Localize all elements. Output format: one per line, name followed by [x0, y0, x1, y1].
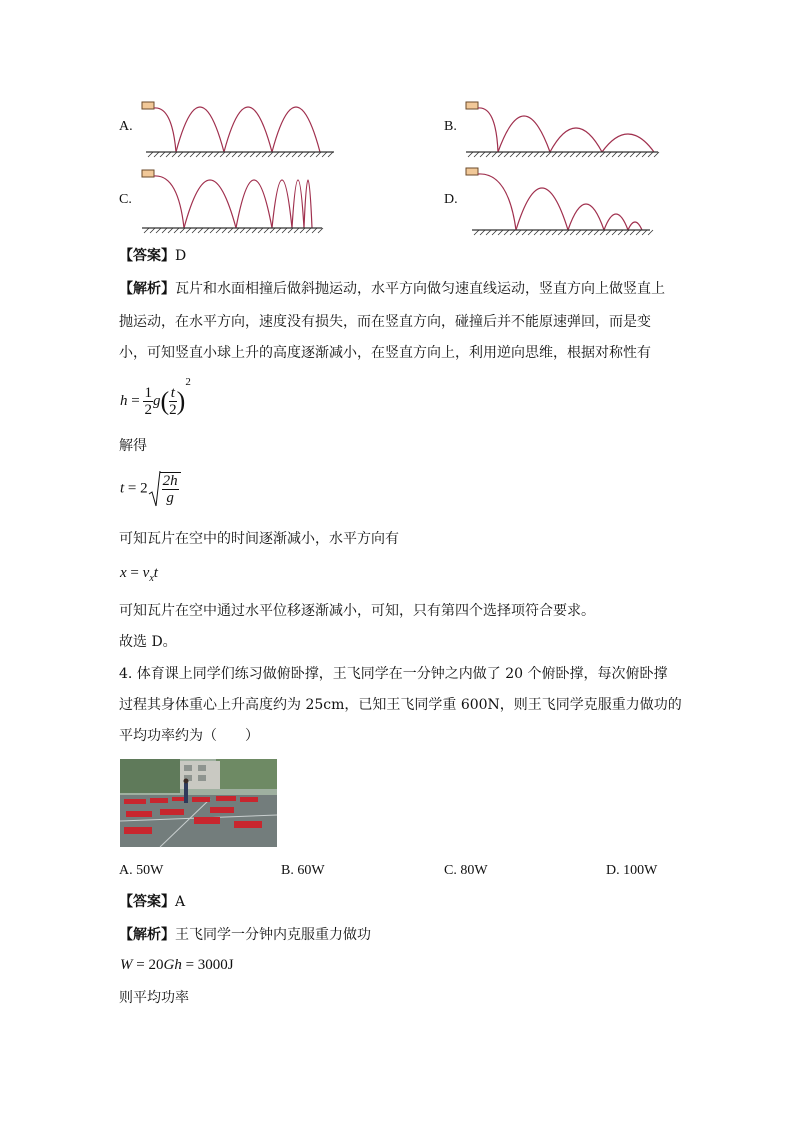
- hatch-mark: [264, 228, 269, 233]
- hatch-mark: [234, 228, 239, 233]
- q4-choice-d: D. 100W: [606, 863, 658, 878]
- hatch-mark: [606, 230, 611, 235]
- hatch-mark: [552, 152, 557, 157]
- hatch-mark: [250, 152, 255, 157]
- hatch-mark: [244, 152, 249, 157]
- q3-conclusion: 故选 D。: [119, 634, 177, 650]
- hatch-mark: [172, 152, 177, 157]
- hatch-mark: [510, 152, 515, 157]
- arc: [516, 188, 568, 230]
- eq-symbol: g: [152, 393, 161, 409]
- hatch-mark: [504, 152, 509, 157]
- hatch-mark: [576, 152, 581, 157]
- hatch-mark: [228, 228, 233, 233]
- eq-symbol: G: [163, 957, 175, 973]
- hatch-mark: [226, 152, 231, 157]
- hatch-mark: [238, 152, 243, 157]
- hatch-mark: [288, 228, 293, 233]
- arc: [628, 222, 642, 230]
- frac-den: 2: [144, 402, 152, 419]
- hatch-mark: [498, 152, 503, 157]
- hatch-mark: [292, 152, 297, 157]
- hatch-mark: [630, 152, 635, 157]
- hatch-mark: [300, 228, 305, 233]
- frac-num: 1: [144, 385, 152, 402]
- hatch-mark: [322, 152, 327, 157]
- eq-symbol: W: [120, 957, 133, 973]
- arc: [604, 214, 628, 230]
- sqrt-sign: [148, 470, 160, 508]
- hatch-mark: [510, 230, 515, 235]
- hatch-mark: [232, 152, 237, 157]
- hatch-mark: [190, 152, 195, 157]
- arc: [550, 128, 602, 152]
- arc: [176, 107, 224, 152]
- hatch-mark: [298, 152, 303, 157]
- hatch-mark: [214, 152, 219, 157]
- arc: [602, 134, 654, 152]
- hatch-mark: [648, 152, 653, 157]
- hatch-mark: [216, 228, 221, 233]
- hatch-mark: [480, 230, 485, 235]
- hatch-mark: [504, 230, 509, 235]
- hatch-mark: [204, 228, 209, 233]
- hatch-mark: [606, 152, 611, 157]
- subscript: x: [149, 573, 154, 584]
- hatch-mark: [262, 152, 267, 157]
- tile-block: [466, 102, 478, 109]
- hatch-mark: [256, 152, 261, 157]
- hatch-mark: [546, 152, 551, 157]
- hatch-mark: [552, 230, 557, 235]
- q3-solve-text: 解得: [119, 438, 147, 454]
- hatch-mark: [210, 228, 215, 233]
- option-c-diagram: [138, 166, 338, 236]
- hatch-mark: [612, 230, 617, 235]
- hatch-mark: [220, 152, 225, 157]
- q3-text-4: 可知瓦片在空中通过水平位移逐渐减小，可知，只有第四个选择项符合要求。: [119, 603, 595, 619]
- option-d-diagram: [462, 164, 662, 240]
- q4-stem-line-2: 过程其身体重心上升高度约为 25cm，已知王飞同学重 600N，则王飞同学克服重力做功的: [119, 697, 682, 713]
- eq-symbol: x: [120, 565, 127, 581]
- frac-num: t: [170, 385, 175, 402]
- ground-hatch: [148, 152, 333, 157]
- equation-w: [120, 957, 234, 974]
- option-c-label: C.: [119, 192, 132, 207]
- ground-hatch: [144, 228, 323, 233]
- arc: [224, 107, 272, 152]
- tile-block: [466, 168, 478, 175]
- equation-h: [120, 376, 191, 418]
- hatch-mark: [528, 230, 533, 235]
- q3-answer: [119, 246, 186, 266]
- q3-text-3: 可知瓦片在空中的时间逐渐减小，水平方向有: [119, 531, 399, 547]
- hatch-mark: [540, 230, 545, 235]
- hatch-mark: [174, 228, 179, 233]
- fraction-t-half: [169, 385, 177, 418]
- eq-symbol: t: [153, 565, 158, 581]
- hatch-mark: [516, 152, 521, 157]
- eq-coefficient: 20: [148, 957, 164, 973]
- hatch-mark: [192, 228, 197, 233]
- arc: [236, 180, 272, 228]
- arc: [272, 180, 292, 228]
- hatch-mark: [642, 152, 647, 157]
- answer-tag: 【答案】: [119, 894, 175, 910]
- hatch-mark: [306, 228, 311, 233]
- hatch-mark: [588, 230, 593, 235]
- hatch-mark: [600, 152, 605, 157]
- paren-right: ): [176, 386, 186, 416]
- hatch-mark: [312, 228, 317, 233]
- arc: [184, 180, 236, 228]
- hatch-mark: [270, 228, 275, 233]
- hatch-mark: [570, 230, 575, 235]
- eq-value: 3000J: [197, 957, 234, 973]
- eq-operator: =: [185, 957, 195, 973]
- hatch-mark: [282, 228, 287, 233]
- hatch-mark: [276, 228, 281, 233]
- hatch-mark: [154, 152, 159, 157]
- equation-x: [120, 565, 158, 584]
- option-a-diagram: [138, 98, 338, 158]
- hatch-mark: [208, 152, 213, 157]
- analysis-text: 瓦片和水面相撞后做斜抛运动，水平方向做匀速直线运动，竖直方向上做竖直上: [175, 281, 665, 297]
- q3-analysis-line-2: 抛运动，在水平方向，速度没有损失，而在竖直方向，碰撞后并不能原速弹回，而是变: [119, 314, 651, 330]
- hatch-mark: [540, 152, 545, 157]
- q4-tail: 则平均功率: [119, 990, 189, 1006]
- frac-num: 2h: [162, 473, 178, 489]
- hatch-mark: [648, 230, 653, 235]
- hatch-mark: [600, 230, 605, 235]
- hatch-mark: [186, 228, 191, 233]
- hatch-mark: [546, 230, 551, 235]
- hatch-mark: [280, 152, 285, 157]
- hatch-mark: [636, 152, 641, 157]
- ground-hatch: [468, 152, 659, 157]
- hatch-mark: [570, 152, 575, 157]
- hatch-mark: [166, 152, 171, 157]
- q4-choice-a: A. 50W: [119, 863, 164, 878]
- hatch-mark: [286, 152, 291, 157]
- arc: [154, 176, 184, 228]
- q4-choice-b: B. 60W: [281, 863, 325, 878]
- frac-den: g: [166, 490, 174, 506]
- q3-analysis-line-1: [119, 279, 665, 299]
- option-a-label: A.: [119, 119, 133, 134]
- hatch-mark: [534, 230, 539, 235]
- arc: [154, 108, 176, 152]
- hatch-mark: [522, 152, 527, 157]
- analysis-tag: 【解析】: [119, 927, 175, 943]
- q4-stem-line-1: 4. 体育课上同学们练习做俯卧撑，王飞同学在一分钟之内做了 20 个俯卧撑，每次俯卧撑: [119, 666, 668, 682]
- hatch-mark: [160, 152, 165, 157]
- eq-coefficient: 2: [140, 480, 148, 497]
- analysis-text: 王飞同学一分钟内克服重力做功: [175, 927, 371, 943]
- answer-value: A: [175, 894, 186, 910]
- eq-operator: =: [136, 957, 145, 973]
- hatch-mark: [564, 152, 569, 157]
- hatch-mark: [252, 228, 257, 233]
- arc: [304, 180, 312, 228]
- q3-analysis-line-3: 小，可知竖直小球上升的高度逐渐减小，在竖直方向上，利用逆向思维，根据对称性有: [119, 345, 651, 361]
- hatch-mark: [612, 152, 617, 157]
- q4-answer: [119, 892, 185, 912]
- hatch-mark: [184, 152, 189, 157]
- exponent: 2: [185, 376, 191, 388]
- hatch-mark: [474, 152, 479, 157]
- arc: [478, 174, 516, 230]
- hatch-mark: [564, 230, 569, 235]
- hatch-mark: [328, 152, 333, 157]
- option-d-label: D.: [444, 192, 458, 207]
- q4-analysis: [119, 925, 371, 945]
- eq-symbol: v: [142, 565, 150, 581]
- answer-tag: 【答案】: [119, 248, 175, 264]
- hatch-mark: [594, 152, 599, 157]
- hatch-mark: [144, 228, 149, 233]
- fraction-2h-g: [160, 472, 181, 506]
- hatch-mark: [180, 228, 185, 233]
- hatch-mark: [516, 230, 521, 235]
- hatch-mark: [468, 152, 473, 157]
- hatch-mark: [576, 230, 581, 235]
- hatch-mark: [202, 152, 207, 157]
- hatch-mark: [258, 228, 263, 233]
- hatch-mark: [148, 152, 153, 157]
- q4-stem-line-3: 平均功率约为（ ）: [119, 728, 259, 744]
- hatch-mark: [316, 152, 321, 157]
- hatch-mark: [582, 230, 587, 235]
- paren-left: (: [160, 386, 170, 416]
- hatch-mark: [486, 152, 491, 157]
- fraction-half: [143, 385, 153, 418]
- eq-symbol: h: [120, 393, 128, 409]
- analysis-tag: 【解析】: [119, 281, 175, 297]
- hatch-mark: [240, 228, 245, 233]
- arc: [498, 116, 550, 152]
- hatch-mark: [178, 152, 183, 157]
- hatch-mark: [162, 228, 167, 233]
- option-b-label: B.: [444, 119, 457, 134]
- hatch-mark: [498, 230, 503, 235]
- eq-symbol: t: [120, 480, 125, 497]
- arc: [478, 108, 498, 152]
- hatch-mark: [558, 152, 563, 157]
- hatch-mark: [582, 152, 587, 157]
- q4-choice-c: C. 80W: [444, 863, 488, 878]
- hatch-mark: [588, 152, 593, 157]
- eq-symbol: h: [174, 957, 182, 973]
- hatch-mark: [268, 152, 273, 157]
- eq-operator: =: [131, 393, 140, 409]
- eq-operator: =: [127, 480, 137, 497]
- hatch-mark: [624, 230, 629, 235]
- arc: [292, 180, 304, 228]
- hatch-mark: [246, 228, 251, 233]
- equation-t: [120, 470, 181, 508]
- tile-block: [142, 170, 154, 177]
- frac-den: 2: [169, 402, 177, 419]
- eq-operator: =: [130, 565, 139, 581]
- hatch-mark: [492, 152, 497, 157]
- hatch-mark: [528, 152, 533, 157]
- tile-block: [142, 102, 154, 109]
- hatch-mark: [630, 230, 635, 235]
- ground-hatch: [474, 230, 653, 235]
- hatch-mark: [618, 230, 623, 235]
- hatch-mark: [486, 230, 491, 235]
- hatch-mark: [156, 228, 161, 233]
- hatch-mark: [474, 230, 479, 235]
- hatch-mark: [198, 228, 203, 233]
- hatch-mark: [624, 152, 629, 157]
- option-b-diagram: [462, 98, 662, 158]
- hatch-mark: [594, 230, 599, 235]
- hatch-mark: [318, 228, 323, 233]
- hatch-mark: [274, 152, 279, 157]
- hatch-mark: [618, 152, 623, 157]
- pushup-photo: [120, 759, 277, 847]
- hatch-mark: [222, 228, 227, 233]
- hatch-mark: [294, 228, 299, 233]
- answer-value: D: [175, 248, 187, 264]
- hatch-mark: [636, 230, 641, 235]
- hatch-mark: [480, 152, 485, 157]
- hatch-mark: [168, 228, 173, 233]
- hatch-mark: [150, 228, 155, 233]
- hatch-mark: [492, 230, 497, 235]
- hatch-mark: [534, 152, 539, 157]
- hatch-mark: [642, 230, 647, 235]
- arc: [568, 204, 604, 230]
- hatch-mark: [304, 152, 309, 157]
- hatch-mark: [310, 152, 315, 157]
- arc: [272, 107, 320, 152]
- hatch-mark: [558, 230, 563, 235]
- hatch-mark: [196, 152, 201, 157]
- hatch-mark: [522, 230, 527, 235]
- hatch-mark: [654, 152, 659, 157]
